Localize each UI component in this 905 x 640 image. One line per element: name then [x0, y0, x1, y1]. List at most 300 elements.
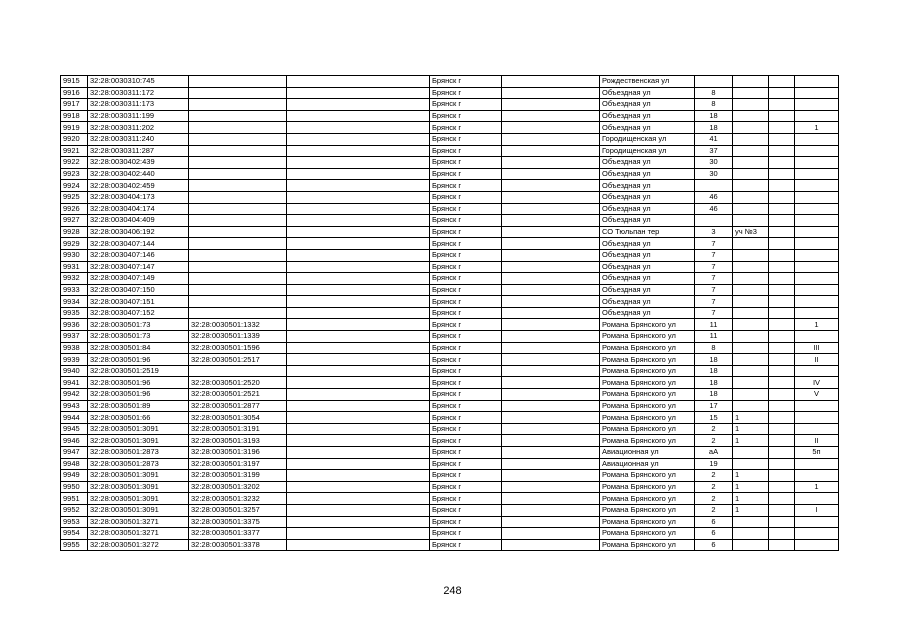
blank-cell-cell [287, 539, 430, 551]
street-cell: Романа Брянского ул [600, 412, 695, 424]
table-row [61, 168, 839, 180]
table-row [61, 504, 839, 516]
building-number-cell: IV [795, 377, 839, 389]
city-cell: Брянск г [430, 238, 502, 250]
row-number-cell: 9934 [61, 296, 88, 308]
house-number-cell: 7 [695, 284, 733, 296]
cadastral-number-cell: 32:28:0030501:73 [88, 319, 189, 331]
parent-cadastral-number-cell: 32:28:0030501:3202 [189, 481, 287, 493]
blank-cell-cell [769, 400, 795, 412]
blank-cell-cell [769, 180, 795, 192]
row-number-cell: 9931 [61, 261, 88, 273]
plot-number-cell: 1 [733, 481, 769, 493]
street-cell: Объездная ул [600, 110, 695, 122]
cadastral-number-cell: 32:28:0030501:96 [88, 377, 189, 389]
blank-cell-cell [287, 470, 430, 482]
blank-cell-cell [769, 157, 795, 169]
house-number-cell: 37 [695, 145, 733, 157]
row-number-cell: 9925 [61, 191, 88, 203]
cadastral-number-cell: 32:28:0030311:287 [88, 145, 189, 157]
blank-cell-cell [502, 307, 600, 319]
plot-number-cell [733, 249, 769, 261]
plot-number-cell [733, 99, 769, 111]
row-number-cell: 9929 [61, 238, 88, 250]
table-row [61, 273, 839, 285]
blank-cell-cell [769, 377, 795, 389]
parent-cadastral-number-cell: 32:28:0030501:1332 [189, 319, 287, 331]
blank-cell-cell [502, 319, 600, 331]
blank-cell-cell [287, 215, 430, 227]
parent-cadastral-number-cell [189, 87, 287, 99]
building-number-cell: 5п [795, 447, 839, 459]
building-number-cell [795, 180, 839, 192]
parent-cadastral-number-cell [189, 191, 287, 203]
cadastral-number-cell: 32:28:0030501:73 [88, 331, 189, 343]
city-cell: Брянск г [430, 215, 502, 227]
table-row [61, 215, 839, 227]
plot-number-cell [733, 377, 769, 389]
house-number-cell: 18 [695, 389, 733, 401]
row-number-cell: 9930 [61, 249, 88, 261]
cadastral-number-cell: 32:28:0030402:439 [88, 157, 189, 169]
city-cell: Брянск г [430, 76, 502, 88]
city-cell: Брянск г [430, 377, 502, 389]
blank-cell-cell [287, 168, 430, 180]
plot-number-cell [733, 516, 769, 528]
table-row [61, 191, 839, 203]
cadastral-number-cell: 32:28:0030311:199 [88, 110, 189, 122]
cadastral-number-cell: 32:28:0030404:409 [88, 215, 189, 227]
parent-cadastral-number-cell: 32:28:0030501:2521 [189, 389, 287, 401]
building-number-cell: I [795, 504, 839, 516]
building-number-cell [795, 412, 839, 424]
parent-cadastral-number-cell [189, 180, 287, 192]
blank-cell-cell [502, 180, 600, 192]
building-number-cell [795, 226, 839, 238]
blank-cell-cell [502, 400, 600, 412]
plot-number-cell: 1 [733, 412, 769, 424]
cadastral-number-cell: 32:28:0030501:66 [88, 412, 189, 424]
house-number-cell: 17 [695, 400, 733, 412]
row-number-cell: 9916 [61, 87, 88, 99]
cadastral-number-cell: 32:28:0030501:3091 [88, 504, 189, 516]
blank-cell-cell [502, 215, 600, 227]
plot-number-cell: 1 [733, 423, 769, 435]
table-row [61, 319, 839, 331]
row-number-cell: 9947 [61, 447, 88, 459]
blank-cell-cell [287, 99, 430, 111]
blank-cell-cell [502, 76, 600, 88]
cadastral-number-cell: 32:28:0030501:2873 [88, 447, 189, 459]
parent-cadastral-number-cell [189, 99, 287, 111]
row-number-cell: 9922 [61, 157, 88, 169]
house-number-cell: 18 [695, 377, 733, 389]
street-cell: Романа Брянского ул [600, 423, 695, 435]
parent-cadastral-number-cell [189, 261, 287, 273]
house-number-cell: 3 [695, 226, 733, 238]
building-number-cell [795, 133, 839, 145]
plot-number-cell [733, 389, 769, 401]
city-cell: Брянск г [430, 516, 502, 528]
cadastral-number-cell: 32:28:0030407:151 [88, 296, 189, 308]
table-row [61, 435, 839, 447]
street-cell: Авиационная ул [600, 458, 695, 470]
blank-cell-cell [287, 389, 430, 401]
plot-number-cell: 1 [733, 470, 769, 482]
blank-cell-cell [287, 296, 430, 308]
city-cell: Брянск г [430, 365, 502, 377]
house-number-cell: 6 [695, 539, 733, 551]
building-number-cell: II [795, 354, 839, 366]
row-number-cell: 9921 [61, 145, 88, 157]
street-cell: Объездная ул [600, 87, 695, 99]
blank-cell-cell [502, 412, 600, 424]
row-number-cell: 9939 [61, 354, 88, 366]
parent-cadastral-number-cell: 32:28:0030501:3377 [189, 528, 287, 540]
blank-cell-cell [502, 122, 600, 134]
cadastral-number-cell: 32:28:0030501:96 [88, 389, 189, 401]
house-number-cell: 41 [695, 133, 733, 145]
street-cell: Романа Брянского ул [600, 331, 695, 343]
plot-number-cell [733, 87, 769, 99]
city-cell: Брянск г [430, 133, 502, 145]
plot-number-cell [733, 528, 769, 540]
row-number-cell: 9951 [61, 493, 88, 505]
city-cell: Брянск г [430, 226, 502, 238]
table-row [61, 99, 839, 111]
street-cell: Объездная ул [600, 296, 695, 308]
building-number-cell [795, 110, 839, 122]
parent-cadastral-number-cell [189, 215, 287, 227]
house-number-cell: 2 [695, 493, 733, 505]
city-cell: Брянск г [430, 319, 502, 331]
blank-cell-cell [287, 273, 430, 285]
city-cell: Брянск г [430, 110, 502, 122]
parent-cadastral-number-cell: 32:28:0030501:3232 [189, 493, 287, 505]
blank-cell-cell [502, 331, 600, 343]
row-number-cell: 9938 [61, 342, 88, 354]
cadastral-number-cell: 32:28:0030310:745 [88, 76, 189, 88]
blank-cell-cell [287, 157, 430, 169]
blank-cell-cell [287, 145, 430, 157]
blank-cell-cell [502, 145, 600, 157]
table-row [61, 365, 839, 377]
blank-cell-cell [769, 238, 795, 250]
city-cell: Брянск г [430, 87, 502, 99]
blank-cell-cell [287, 331, 430, 343]
blank-cell-cell [287, 122, 430, 134]
blank-cell-cell [287, 76, 430, 88]
parent-cadastral-number-cell [189, 122, 287, 134]
cadastral-number-cell: 32:28:0030402:440 [88, 168, 189, 180]
blank-cell-cell [287, 110, 430, 122]
row-number-cell: 9949 [61, 470, 88, 482]
blank-cell-cell [502, 133, 600, 145]
blank-cell-cell [502, 168, 600, 180]
cadastral-number-cell: 32:28:0030501:3091 [88, 423, 189, 435]
plot-number-cell [733, 296, 769, 308]
table-body [61, 76, 839, 551]
street-cell: Городищенская ул [600, 133, 695, 145]
street-cell: Объездная ул [600, 273, 695, 285]
row-number-cell: 9936 [61, 319, 88, 331]
street-cell: Рождественская ул [600, 76, 695, 88]
street-cell: Романа Брянского ул [600, 354, 695, 366]
cadastral-number-cell: 32:28:0030404:173 [88, 191, 189, 203]
city-cell: Брянск г [430, 435, 502, 447]
table-row [61, 412, 839, 424]
street-cell: Романа Брянского ул [600, 516, 695, 528]
house-number-cell: 8 [695, 99, 733, 111]
blank-cell-cell [287, 354, 430, 366]
blank-cell-cell [287, 412, 430, 424]
row-number-cell: 9954 [61, 528, 88, 540]
table-row [61, 342, 839, 354]
plot-number-cell: уч №3 [733, 226, 769, 238]
city-cell: Брянск г [430, 307, 502, 319]
plot-number-cell [733, 307, 769, 319]
row-number-cell: 9928 [61, 226, 88, 238]
row-number-cell: 9946 [61, 435, 88, 447]
blank-cell-cell [769, 539, 795, 551]
table-row [61, 238, 839, 250]
blank-cell-cell [287, 528, 430, 540]
plot-number-cell [733, 365, 769, 377]
plot-number-cell: 1 [733, 504, 769, 516]
building-number-cell [795, 470, 839, 482]
parent-cadastral-number-cell [189, 133, 287, 145]
blank-cell-cell [287, 226, 430, 238]
building-number-cell [795, 203, 839, 215]
building-number-cell: V [795, 389, 839, 401]
table-row [61, 87, 839, 99]
blank-cell-cell [287, 133, 430, 145]
blank-cell-cell [287, 435, 430, 447]
cadastral-number-cell: 32:28:0030501:3091 [88, 493, 189, 505]
blank-cell-cell [502, 110, 600, 122]
parent-cadastral-number-cell: 32:28:0030501:3199 [189, 470, 287, 482]
blank-cell-cell [769, 145, 795, 157]
blank-cell-cell [769, 412, 795, 424]
city-cell: Брянск г [430, 145, 502, 157]
table-row [61, 110, 839, 122]
street-cell: Романа Брянского ул [600, 319, 695, 331]
table-row [61, 528, 839, 540]
cadastral-number-cell: 32:28:0030501:3271 [88, 516, 189, 528]
blank-cell-cell [502, 203, 600, 215]
blank-cell-cell [769, 470, 795, 482]
building-number-cell [795, 400, 839, 412]
row-number-cell: 9924 [61, 180, 88, 192]
plot-number-cell [733, 447, 769, 459]
table-row [61, 331, 839, 343]
row-number-cell: 9945 [61, 423, 88, 435]
street-cell: Объездная ул [600, 284, 695, 296]
plot-number-cell [733, 261, 769, 273]
building-number-cell: 1 [795, 122, 839, 134]
table-row [61, 284, 839, 296]
blank-cell-cell [769, 319, 795, 331]
blank-cell-cell [502, 493, 600, 505]
blank-cell-cell [502, 354, 600, 366]
city-cell: Брянск г [430, 389, 502, 401]
plot-number-cell [733, 331, 769, 343]
cadastral-number-cell: 32:28:0030501:3272 [88, 539, 189, 551]
plot-number-cell [733, 400, 769, 412]
house-number-cell: 18 [695, 110, 733, 122]
parent-cadastral-number-cell: 32:28:0030501:2520 [189, 377, 287, 389]
blank-cell-cell [287, 203, 430, 215]
blank-cell-cell [769, 296, 795, 308]
blank-cell-cell [502, 273, 600, 285]
table-row [61, 377, 839, 389]
blank-cell-cell [502, 365, 600, 377]
table-row [61, 180, 839, 192]
building-number-cell: III [795, 342, 839, 354]
parent-cadastral-number-cell: 32:28:0030501:3375 [189, 516, 287, 528]
city-cell: Брянск г [430, 157, 502, 169]
building-number-cell: II [795, 435, 839, 447]
plot-number-cell [733, 273, 769, 285]
cadastral-number-cell: 32:28:0030501:3091 [88, 470, 189, 482]
building-number-cell [795, 215, 839, 227]
blank-cell-cell [769, 458, 795, 470]
blank-cell-cell [502, 504, 600, 516]
house-number-cell: 7 [695, 273, 733, 285]
plot-number-cell [733, 458, 769, 470]
street-cell: Романа Брянского ул [600, 400, 695, 412]
table-row [61, 423, 839, 435]
plot-number-cell [733, 203, 769, 215]
house-number-cell: 18 [695, 122, 733, 134]
house-number-cell: 19 [695, 458, 733, 470]
cadastral-number-cell: 32:28:0030404:174 [88, 203, 189, 215]
city-cell: Брянск г [430, 354, 502, 366]
row-number-cell: 9935 [61, 307, 88, 319]
blank-cell-cell [769, 87, 795, 99]
cadastral-number-cell: 32:28:0030311:172 [88, 87, 189, 99]
cadastral-number-cell: 32:28:0030501:3271 [88, 528, 189, 540]
street-cell: Объездная ул [600, 215, 695, 227]
blank-cell-cell [287, 493, 430, 505]
blank-cell-cell [287, 319, 430, 331]
plot-number-cell [733, 122, 769, 134]
street-cell: Романа Брянского ул [600, 539, 695, 551]
row-number-cell: 9937 [61, 331, 88, 343]
city-cell: Брянск г [430, 447, 502, 459]
row-number-cell: 9940 [61, 365, 88, 377]
street-cell: Объездная ул [600, 203, 695, 215]
blank-cell-cell [287, 87, 430, 99]
row-number-cell: 9920 [61, 133, 88, 145]
cadastral-number-cell: 32:28:0030501:89 [88, 400, 189, 412]
row-number-cell: 9923 [61, 168, 88, 180]
parent-cadastral-number-cell [189, 238, 287, 250]
blank-cell-cell [769, 423, 795, 435]
building-number-cell [795, 296, 839, 308]
row-number-cell: 9948 [61, 458, 88, 470]
blank-cell-cell [769, 76, 795, 88]
house-number-cell: 30 [695, 157, 733, 169]
table-row [61, 447, 839, 459]
house-number-cell: 2 [695, 504, 733, 516]
plot-number-cell [733, 110, 769, 122]
cadastral-number-cell: 32:28:0030501:3091 [88, 435, 189, 447]
street-cell: Романа Брянского ул [600, 377, 695, 389]
blank-cell-cell [502, 87, 600, 99]
cadastral-number-cell: 32:28:0030311:173 [88, 99, 189, 111]
cadastral-number-cell: 32:28:0030311:202 [88, 122, 189, 134]
blank-cell-cell [287, 307, 430, 319]
page-number: 248 [443, 585, 462, 597]
table-row [61, 296, 839, 308]
table-row [61, 458, 839, 470]
building-number-cell [795, 493, 839, 505]
row-number-cell: 9944 [61, 412, 88, 424]
table-row [61, 157, 839, 169]
cadastral-number-cell: 32:28:0030407:144 [88, 238, 189, 250]
street-cell: Романа Брянского ул [600, 528, 695, 540]
table-row [61, 481, 839, 493]
blank-cell-cell [502, 249, 600, 261]
parent-cadastral-number-cell [189, 365, 287, 377]
parent-cadastral-number-cell: 32:28:0030501:3193 [189, 435, 287, 447]
blank-cell-cell [769, 168, 795, 180]
plot-number-cell [733, 238, 769, 250]
city-cell: Брянск г [430, 99, 502, 111]
house-number-cell: 2 [695, 470, 733, 482]
parent-cadastral-number-cell: 32:28:0030501:2517 [189, 354, 287, 366]
blank-cell-cell [287, 516, 430, 528]
row-number-cell: 9955 [61, 539, 88, 551]
building-number-cell [795, 539, 839, 551]
cadastral-number-cell: 32:28:0030406:192 [88, 226, 189, 238]
blank-cell-cell [502, 261, 600, 273]
house-number-cell: 2 [695, 423, 733, 435]
blank-cell-cell [769, 354, 795, 366]
house-number-cell [695, 180, 733, 192]
blank-cell-cell [769, 273, 795, 285]
blank-cell-cell [502, 296, 600, 308]
house-number-cell: 15 [695, 412, 733, 424]
street-cell: Объездная ул [600, 122, 695, 134]
street-cell: Романа Брянского ул [600, 470, 695, 482]
table-row [61, 354, 839, 366]
row-number-cell: 9952 [61, 504, 88, 516]
blank-cell-cell [287, 238, 430, 250]
row-number-cell: 9917 [61, 99, 88, 111]
blank-cell-cell [502, 458, 600, 470]
cadastral-number-cell: 32:28:0030501:96 [88, 354, 189, 366]
plot-number-cell [733, 284, 769, 296]
house-number-cell: 11 [695, 331, 733, 343]
row-number-cell: 9950 [61, 481, 88, 493]
table-row [61, 470, 839, 482]
table-row [61, 516, 839, 528]
blank-cell-cell [769, 481, 795, 493]
house-number-cell: 46 [695, 203, 733, 215]
blank-cell-cell [287, 447, 430, 459]
parent-cadastral-number-cell: 32:28:0030501:1339 [189, 331, 287, 343]
row-number-cell: 9932 [61, 273, 88, 285]
plot-number-cell [733, 168, 769, 180]
building-number-cell [795, 458, 839, 470]
house-number-cell: 6 [695, 516, 733, 528]
city-cell: Брянск г [430, 504, 502, 516]
house-number-cell [695, 76, 733, 88]
blank-cell-cell [287, 191, 430, 203]
building-number-cell [795, 145, 839, 157]
